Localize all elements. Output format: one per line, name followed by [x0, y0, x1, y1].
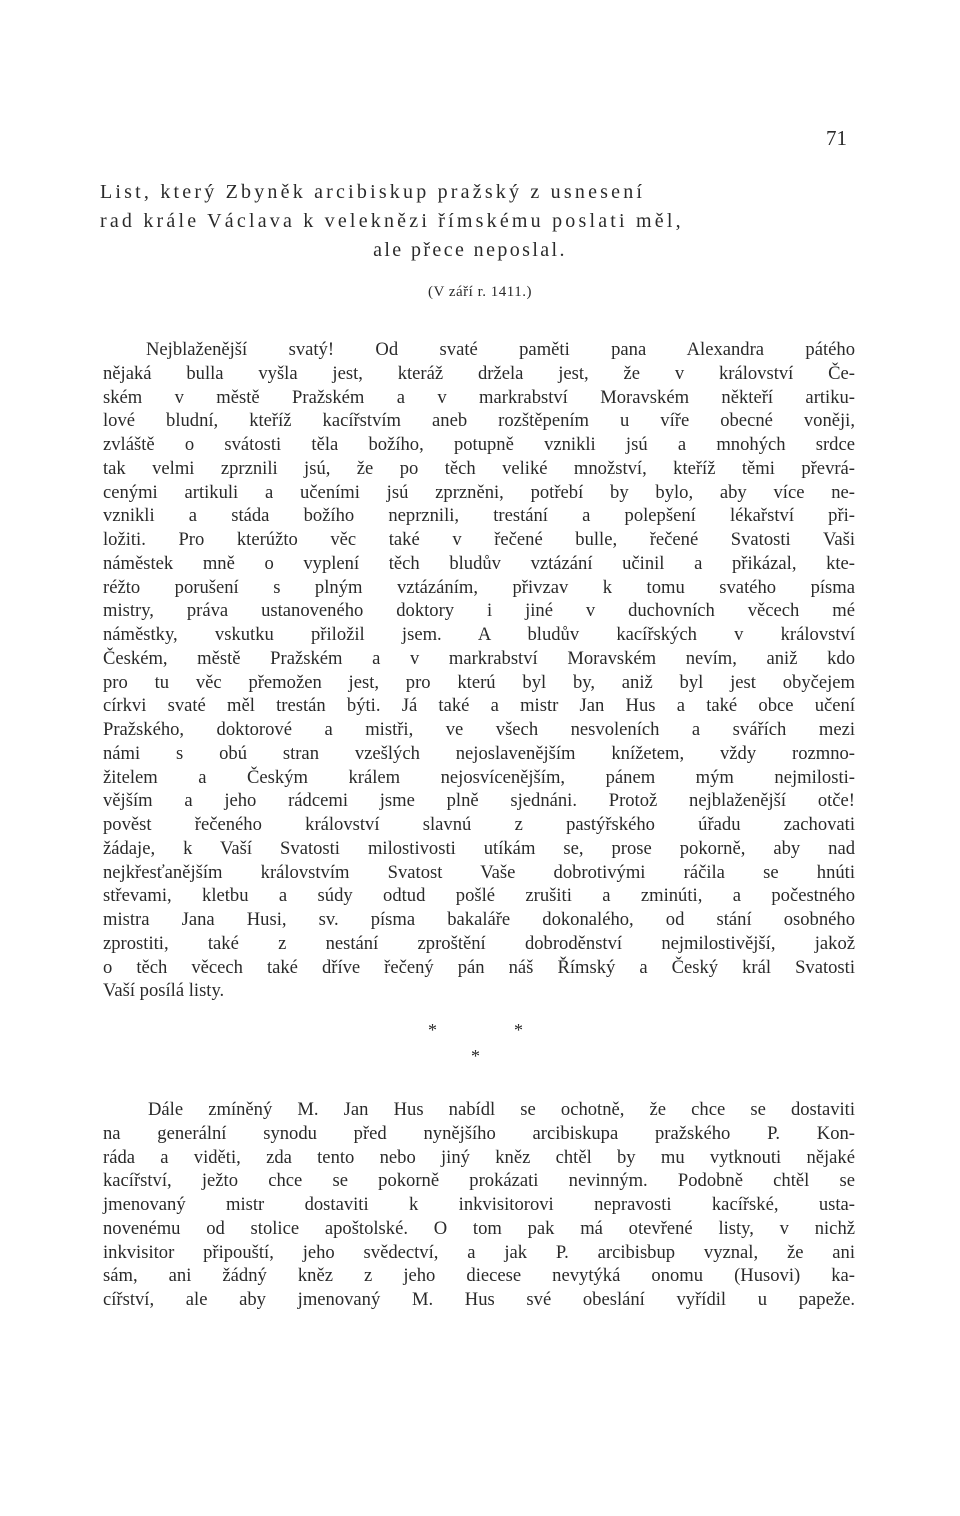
text-line: Pražského, doktorové a mistři, ve všech nesvoleních a svářích mezi	[103, 719, 855, 740]
narrative-paragraph	[103, 1098, 855, 1312]
letter-date: (V září r. 1411.)	[428, 284, 532, 300]
text-line: mistra Jana Husi, sv. písma bakaláře dokonalého, od stání osobného	[103, 909, 855, 930]
text-line: lové bludní, kteříž kacířstvím aneb rozštěpením u víře obecné voněji,	[103, 410, 855, 432]
text-line: mistry, práva ustanoveného doktory i jiné v duchovních věcech mé	[103, 600, 855, 622]
text-line: ském v městě Pražském a v markrabství Moravském někteří artiku-	[103, 386, 855, 408]
text-line: vějším a jeho rádcemi jsme plně sjednáni. Protož nejblaženější otče!	[103, 790, 855, 812]
text-line: zvláště o svátosti těla božího, potupně vznikli jsú a mnohých srdce	[103, 434, 855, 455]
text-line: žitelem a Českým králem nejosvícenějším, pánem mým nejmilosti-	[103, 766, 855, 788]
text-line: na generální synodu před nynějšího arcibiskupa pražského P. Kon-	[103, 1122, 855, 1144]
text-line: církvi svaté měl trestán býti. Já také a mistr Jan Hus a také obce učení	[103, 695, 855, 717]
page-number: 71	[826, 126, 847, 150]
text-line: cenými artikuli a učeními jsú zprzněni, potřebí by bylo, aby více ne-	[103, 481, 855, 503]
heading-line-3: ale přece neposlal.	[373, 239, 567, 261]
text-line: vznikli a stáda božího neprznili, trestání a polepšení lékařství při-	[103, 505, 855, 527]
text-line: novenému od stolice apoštolské. O tom pak má otevřené listy, v nichž	[103, 1217, 855, 1239]
text-line: pověst řečeného království slavnú z pastýřského úřadu zachovati	[103, 814, 855, 835]
text-line: náměstek mně o vyplení těch bludův vztázání učinil a přikázal, kte-	[103, 552, 855, 574]
text-line: ložiti. Pro kterúžto věc také v řečené bulle, řečené Svatosti Vaši	[103, 529, 855, 550]
text-line: ráda a viděti, zda tento nebo jiný kněz chtěl by mu vytknouti nějaké	[103, 1146, 855, 1168]
text-line: Dále zmíněný M. Jan Hus nabídl se ochotně, že chce se dostaviti	[148, 1099, 855, 1120]
text-line: jmenovaný mistr dostaviti k inkvisitorovi nepravosti kacířské, usta-	[103, 1194, 855, 1215]
text-line: nějaká bulla vyšla jest, kteráž držela jest, že v království Če-	[103, 362, 855, 384]
asterisk: *	[514, 1020, 523, 1040]
text-line: inkvisitor připouští, jeho svědectví, a jak P. arcibisbup vyznal, že ani	[103, 1241, 855, 1263]
letter-heading	[100, 178, 840, 265]
text-line: kacířství, ježto chce se pokorně prokázati nevinným. Podobně chtěl se	[103, 1170, 855, 1192]
asterisk: *	[428, 1020, 437, 1040]
text-line: náměstky, vskutku přiložil jsem. A bludův kacířských v království	[103, 624, 855, 645]
heading-line-1: List, který Zbyněk arcibiskup pražský z usnesení	[100, 181, 646, 203]
text-line: réžto porušení s plným vztázáním, přivzav k tomu svatého písma	[103, 576, 855, 598]
text-line: žádaje, k Vaší Svatosti milostivosti utíkám se, prose pokorně, aby nad	[103, 837, 855, 859]
heading-line-2: rad krále Václava k veleknězi římskému poslati měl,	[100, 210, 684, 232]
text-line: zprostiti, také z nestání zproštění dobroděnství nejmilostivější, jakož	[103, 932, 855, 954]
letter-body	[103, 338, 855, 1003]
text-line: nejkřesťanějším královstvím Svatost Vaše dobrotivými ráčila se hnúti	[103, 861, 855, 883]
text-line: Nejblaženější svatý! Od svaté paměti pana Alexandra pátého	[146, 339, 855, 360]
text-line: cířství, ale aby jmenovaný M. Hus své obeslání vyřídil u papeže.	[103, 1289, 855, 1310]
text-line: námi s obú stran vzešlých nejoslavenějším knížetem, vždy rozmno-	[103, 742, 855, 764]
text-line: tak velmi zprznili jsú, že po těch veliké množství, kteříž těmi převrá-	[103, 457, 855, 479]
text-line: o těch věcech také dříve řečený pán náš Římský a Český král Svatosti	[103, 956, 855, 978]
text-line: pro tu věc přemožen jest, pro kterú byl by, aniž byl jest obyčejem	[103, 671, 855, 693]
asterisk: *	[471, 1046, 480, 1066]
text-line: střevami, kletbu a súdy odtud pošlé zrušiti a zminúti, a počestného	[103, 885, 855, 907]
text-line: sám, ani žádný kněz z jeho diecese nevytýká onomu (Husovi) ka-	[103, 1265, 855, 1287]
text-line: Českém, městě Pražském a v markrabství Moravském nevím, aniž kdo	[103, 647, 855, 669]
text-line: Vaší posílá listy.	[103, 980, 225, 1002]
